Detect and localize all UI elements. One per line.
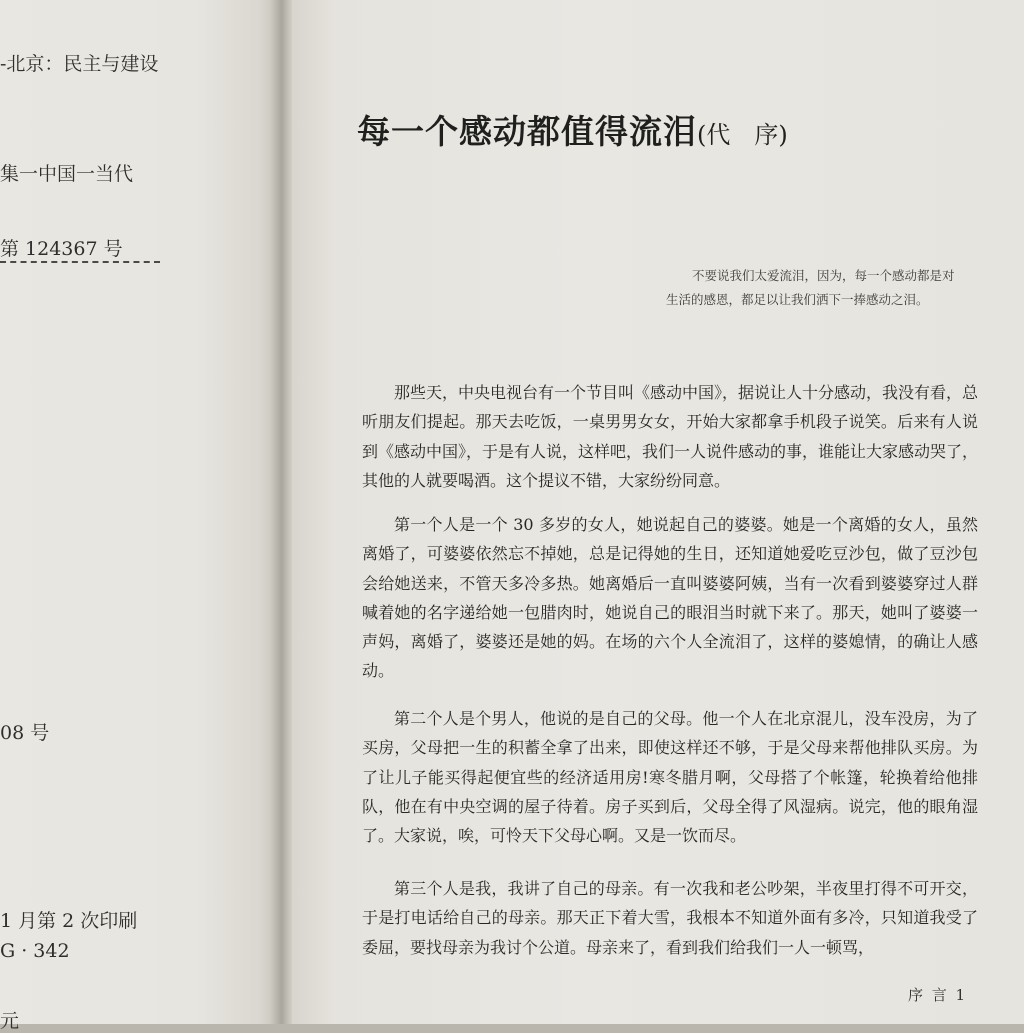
chapter-title-suffix: (代 序) <box>697 121 788 149</box>
body-paragraph-1: 那些天，中央电视台有一个节目叫《感动中国》，据说让人十分感动，我没有看，总听朋友们提起。那天去吃饭，一桌男男女女，开始大家都拿手机段子说笑。后来有人说到《感动中国》，于是有人说，这样吧，我们一人说件感动的事，谁能让大家感动哭了，其他的人就要喝酒。这个提议不错，大家纷纷同意。 <box>362 383 979 490</box>
left-page-line-publisher: -北京：民主与建设 <box>0 53 159 75</box>
left-page <box>0 0 282 1032</box>
epigraph-line-2: 生活的感恩，都足以让我们洒下一捧感动之泪。 <box>666 292 929 307</box>
epigraph-line-1: 不要说我们太爱流泪，因为，每一个感动都是对 <box>692 268 955 283</box>
chapter-title <box>357 106 788 153</box>
left-page-line-classification: G · 342 <box>0 940 70 962</box>
left-page-line-price: 元 <box>0 1010 20 1032</box>
left-page-dashed-rule <box>0 261 160 263</box>
page-footer: 序 言 1 <box>908 986 968 1004</box>
body-paragraph-2: 第一个人是一个 30 多岁的女人，她说起自己的婆婆。她是一个离婚的女人，虽然离婚了，可婆婆依然忘不掉她，总是记得她的生日，还知道她爱吃豆沙包，做了豆沙包会给她送来，不管天多冷多热。她离婚后一直叫婆婆阿姨，当有一次看到婆婆穿过人群喊着她的名字递给她一包腊肉时，她说自己的眼泪当时就下来了。那天，她叫了婆婆一声妈，离婚了，婆婆还是她的妈。在场的六个人全流泪了，这样的婆媳情，的确让人感动。 <box>362 515 978 681</box>
left-page-line-category: 集一中国一当代 <box>0 163 134 185</box>
body-paragraph-3: 第二个人是个男人，他说的是自己的父母。他一个人在北京混儿，没车没房，为了买房，父母把一生的积蓄全拿了出来，即使这样还不够，于是父母来帮他排队买房。为了让儿子能买得起便宜些的经济适用房!寒冬腊月啊，父母搭了个帐篷，轮换着给他排队，他在有中央空调的屋子待着。房子买到后，父母全得了风湿病。说完，他的眼角湿了。大家说，唉，可怜天下父母心啊。又是一饮而尽。 <box>362 709 978 846</box>
chapter-title-main: 每一个感动都值得流泪 <box>357 112 697 151</box>
left-page-line-printing: 1 月第 2 次印刷 <box>0 910 138 932</box>
left-page-line-number: 08 号 <box>0 722 50 744</box>
body-paragraph-4: 第三个人是我，我讲了自己的母亲。有一次我和老公吵架，半夜里打得不可开交，于是打电话给自己的母亲。那天正下着大雪，我根本不知道外面有多冷，只知道我受了委屈，要找母亲为我讨个公道。母亲来了，看到我们给我们一人一顿骂， <box>362 879 978 957</box>
left-page-line-cip-number: 第 124367 号 <box>0 238 123 260</box>
